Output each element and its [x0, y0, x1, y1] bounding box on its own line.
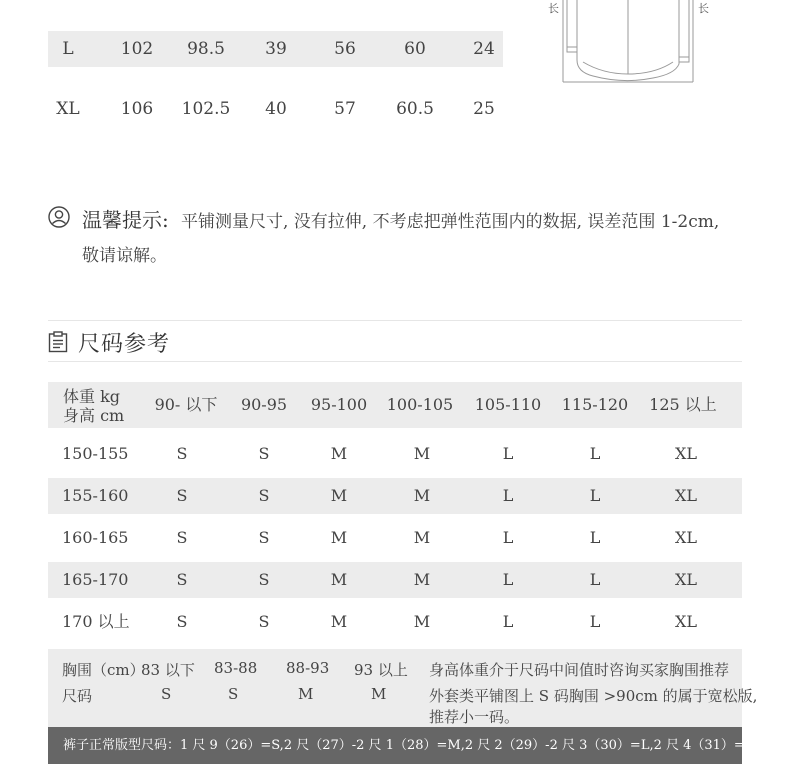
size-cell: M	[330, 570, 348, 589]
note-line3: 推荐小一码。	[429, 708, 520, 726]
size-cell: M	[330, 486, 348, 505]
size-cell: L	[589, 528, 601, 547]
height-cell: 155-160	[62, 486, 129, 505]
size-cell: L	[589, 612, 601, 631]
table-row	[48, 562, 742, 598]
table-row	[48, 436, 742, 472]
tip-text-line2: 敬请谅解。	[82, 246, 167, 266]
value-cell: 57	[334, 99, 356, 119]
size-cell: XL	[674, 528, 697, 547]
header-cell: 100-105	[386, 395, 454, 414]
table-row	[48, 31, 503, 67]
value-cell: 60.5	[396, 99, 434, 119]
shirt-outline-icon	[543, 0, 723, 90]
size-cell: XL	[674, 486, 697, 505]
note-line1: 身高体重介于尺码中间值时咨询买家胸围推荐	[429, 661, 730, 679]
size-cell: XL	[674, 444, 697, 463]
table-row	[48, 604, 742, 640]
user-circle-icon	[48, 206, 70, 228]
size-cell: XL	[56, 99, 80, 119]
size-cell: M	[413, 570, 431, 589]
size-cell: S	[258, 486, 270, 505]
size-cell: L	[589, 444, 601, 463]
divider	[48, 361, 742, 362]
header-cell: 95-100	[310, 395, 368, 414]
value-cell: 102.5	[181, 99, 231, 119]
value-cell: 25	[473, 99, 495, 119]
header-cell: 90-95	[240, 395, 288, 414]
table-row	[48, 478, 742, 514]
size-cell: L	[502, 486, 514, 505]
chest-size-cell: S	[228, 685, 239, 703]
size-cell: M	[330, 528, 348, 547]
tip-text-line1: 平铺测量尺寸, 没有拉伸, 不考虑把弹性范围内的数据, 误差范围 1-2cm,	[181, 212, 720, 232]
table-row	[48, 91, 503, 127]
tip-title: 温馨提示:	[82, 208, 169, 232]
clipboard-list-icon	[48, 331, 68, 353]
header-cell: 115-120	[561, 395, 629, 414]
height-cell: 150-155	[62, 444, 129, 463]
size-cell: M	[330, 444, 348, 463]
chest-size-cell: M	[298, 685, 314, 703]
height-cell: 160-165	[62, 528, 129, 547]
size-cell: XL	[674, 570, 697, 589]
size-cell: M	[330, 612, 348, 631]
pants-size-text: 裤子正常版型尺码：1 尺 9（26）=S,2 尺（27）-2 尺 1（28）=M,2 尺 2（29）-2 尺 3（30）=L,2 尺 4（31）=XL	[63, 738, 763, 753]
size-cell: L	[589, 486, 601, 505]
chest-label: 胸围（cm）	[62, 661, 145, 679]
size-cell: XL	[674, 612, 697, 631]
chest-range-cell: 93 以上	[354, 661, 408, 679]
header-cell: 105-110	[474, 395, 542, 414]
size-cell: L	[502, 528, 514, 547]
chest-size-cell: S	[161, 685, 172, 703]
table-row	[48, 520, 742, 556]
size-cell: L	[502, 444, 514, 463]
section-title: 尺码参考	[78, 332, 171, 357]
size-cell: S	[176, 612, 188, 631]
length-label-right: 长	[698, 2, 709, 15]
size-cell: S	[176, 486, 188, 505]
size-cell: M	[413, 528, 431, 547]
chest-size-label: 尺码	[62, 687, 93, 705]
value-cell: 39	[265, 39, 287, 59]
size-cell: L	[502, 612, 514, 631]
size-cell: L	[62, 39, 74, 59]
size-cell: S	[258, 570, 270, 589]
length-label-left: 长	[548, 2, 559, 15]
chest-range-cell: 83-88	[214, 659, 258, 677]
size-cell: M	[413, 444, 431, 463]
shirt-diagram	[543, 0, 723, 90]
chest-size-block	[48, 649, 758, 727]
height-cell: 170 以上	[62, 612, 130, 631]
note-line2: 外套类平铺图上 S 码胸围 >90cm 的属于宽松版,	[429, 687, 758, 705]
value-cell: 40	[265, 99, 287, 119]
size-cell: L	[589, 570, 601, 589]
size-cell: S	[176, 570, 188, 589]
header-weight-label: 体重 kg	[63, 387, 121, 406]
divider	[48, 320, 742, 321]
header-height-label: 身高 cm	[63, 406, 125, 425]
header-cell: 125 以上	[649, 395, 717, 414]
value-cell: 106	[120, 99, 154, 119]
pants-size-bar	[48, 727, 763, 764]
size-cell: S	[176, 528, 188, 547]
size-cell: S	[176, 444, 188, 463]
header-weight-height	[63, 387, 124, 425]
table-header-row	[48, 382, 742, 428]
chest-size-cell: M	[371, 685, 387, 703]
chest-range-cell: 83 以下	[141, 661, 195, 679]
size-cell: L	[502, 570, 514, 589]
size-cell: S	[258, 612, 270, 631]
chest-range-cell: 88-93	[286, 659, 330, 677]
size-cell: S	[258, 444, 270, 463]
value-cell: 24	[473, 39, 495, 59]
header-cell: 90- 以下	[154, 395, 218, 414]
value-cell: 56	[334, 39, 356, 59]
size-cell: M	[413, 486, 431, 505]
value-cell: 60	[404, 39, 426, 59]
value-cell: 102	[120, 39, 154, 59]
value-cell: 98.5	[187, 39, 225, 59]
size-cell: M	[413, 612, 431, 631]
height-cell: 165-170	[62, 570, 129, 589]
size-cell: S	[258, 528, 270, 547]
